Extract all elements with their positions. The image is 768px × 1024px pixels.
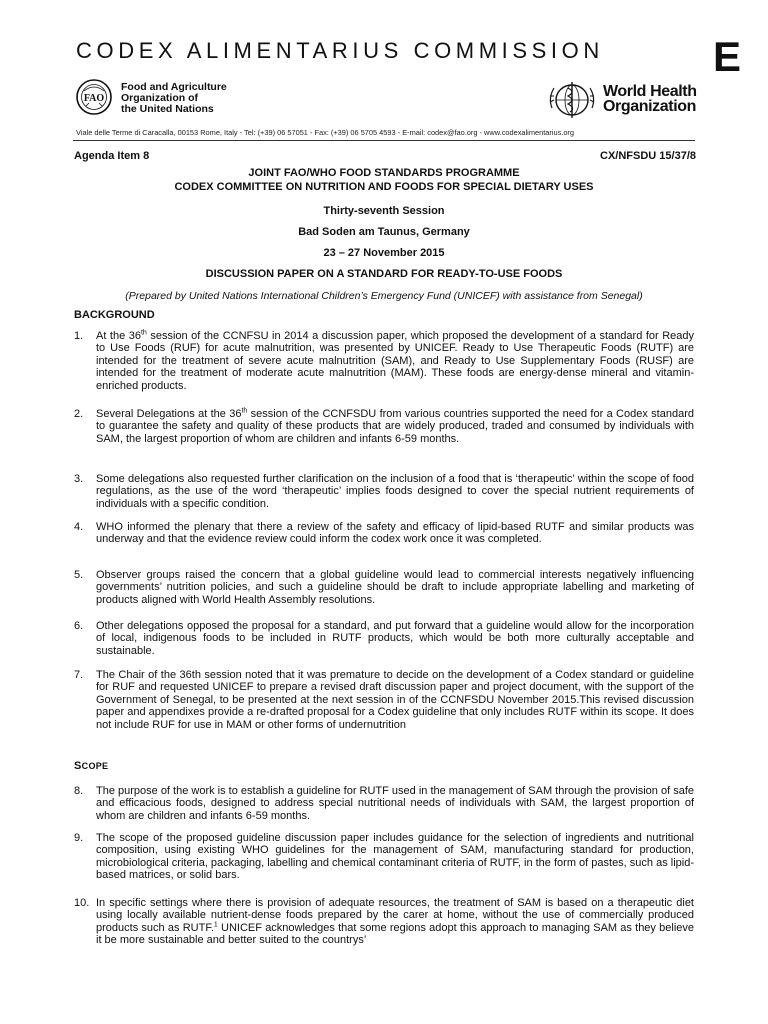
paragraph-text: Some delegations also requested further clarification on the inclusion of a food that is ‘therapeutic’ within the scope of food regulations, as the use of the word ‘therapeutic’ implies foods designed to cover the special nutrient requirements of individuals with a specific condition. xyxy=(96,473,694,510)
paragraph-number: 3. xyxy=(74,473,84,485)
programme-name: JOINT FAO/WHO FOOD STANDARDS PROGRAMME xyxy=(248,167,520,179)
footnote-ref[interactable]: 1 xyxy=(213,921,218,929)
paragraph-text: The scope of the proposed guideline discussion paper includes guidance for the selection of ingredients and nutritional composition, using existing WHO guidelines for the management of SAM, manufacturing standard for production, microbiological criteria, packaging, labelling and chemical contaminant criteria of RUTF, in the form of pastes, such as lipid-based matrices, or solid bars. xyxy=(96,832,694,882)
who-name xyxy=(603,84,697,114)
paragraph-number: 4. xyxy=(74,521,84,533)
fao-name xyxy=(121,82,227,115)
paragraph-number: 6. xyxy=(74,620,84,632)
scope-heading xyxy=(74,760,108,772)
paragraph-number: 1. xyxy=(74,330,84,342)
session-location: Bad Soden am Taunus, Germany xyxy=(298,226,470,238)
paragraph xyxy=(74,408,694,445)
contact-address: Viale delle Terme di Caracalla, 00153 Rome, Italy - Tel: (+39) 06 57051 - Fax: (+39) 06 5705 4593 - E-mail: codex@fao.org - www.codexalimentarius.org xyxy=(76,128,575,137)
paragraph xyxy=(74,473,694,510)
svg-text:FAO: FAO xyxy=(83,93,105,104)
fao-name-line: Food and Agriculture xyxy=(121,81,227,93)
paragraph-text: UNICEF acknowledges that some regions adopt this approach to managing SAM as they believe it be more sustainable and better suited to the countrys’ xyxy=(96,921,695,947)
paragraph-text: The purpose of the work is to establish a guideline for RUTF used in the management of SAM through the provision of safe and efficacious foods, designed to address special nutritional needs of individuals with SAM, the largest proportion of whom are children and infants 6-59 months. xyxy=(96,785,694,822)
paragraph xyxy=(74,897,694,947)
who-emblem-icon xyxy=(546,78,598,122)
paragraph xyxy=(74,620,694,657)
paragraph xyxy=(74,832,694,882)
who-name-line: World Health xyxy=(603,83,697,100)
superscript: th xyxy=(241,407,248,415)
paragraph xyxy=(74,330,694,392)
header-divider xyxy=(73,140,695,141)
paragraph xyxy=(74,521,694,546)
paragraph-number: 10. xyxy=(74,897,90,909)
fao-name-line: Organization of xyxy=(121,92,198,104)
paragraph-text: Observer groups raised the concern that a global guideline would lead to commercial interests negatively influencing governments’ nutrition policies, and such a guideline should be draft to include appropriate labelling and marketing of products aligned with World Health Assembly resolutions. xyxy=(96,569,694,606)
session-label: Thirty-seventh Session xyxy=(323,205,445,217)
paragraph-text: In specific settings where there is provision of adequate resources, the treatment of SAM is based on a therapeutic diet using locally available nutrient-dense foods prepared by the carer at home, without the use of commercially produced products such as RUTF. xyxy=(96,897,694,934)
scope-heading-rest: COPE xyxy=(81,761,109,771)
paragraph-number: 5. xyxy=(74,569,84,581)
paragraph xyxy=(74,569,694,606)
fao-logo-icon xyxy=(76,79,112,115)
paragraph xyxy=(74,669,694,731)
paragraph-text: WHO informed the plenary that there a review of the safety and efficacy of lipid-based RUTF and similar products was underway and that the evidence review could inform the codex work once it was completed. xyxy=(96,521,694,546)
paragraph xyxy=(74,785,694,822)
paragraph-number: 2. xyxy=(74,408,84,420)
paragraph-text: The Chair of the 36th session noted that it was premature to decide on the development of a Codex standard or guideline for RUF and requested UNICEF to prepare a revised draft discussion paper and project document, with the support of the Government of Senegal, to be presented at the next session in of the CCNFSDU November 2015.This revised discussion paper and appendixes provide a re-drafted proposal for a Codex guideline that only includes RUTF within its scope. It does not include RUF for use in MAM or other forms of undernutrition xyxy=(96,669,694,731)
paragraph-number: 7. xyxy=(74,669,84,681)
paragraph-number: 8. xyxy=(74,785,84,797)
paragraph-number: 9. xyxy=(74,832,84,844)
committee-name: CODEX COMMITTEE ON NUTRITION AND FOODS FOR SPECIAL DIETARY USES xyxy=(174,181,594,193)
programme-heading xyxy=(74,166,694,194)
commission-title: CODEX ALIMENTARIUS COMMISSION xyxy=(76,38,604,63)
document-code: CX/NFSDU 15/37/8 xyxy=(600,150,696,162)
paragraph-text: Several Delegations at the 36 xyxy=(96,408,242,420)
agenda-item: Agenda Item 8 xyxy=(74,150,150,162)
background-heading: BACKGROUND xyxy=(74,309,155,321)
session-dates: 23 – 27 November 2015 xyxy=(323,247,445,259)
paragraph-text: At the 36 xyxy=(96,330,141,342)
paragraph-text: session of the CCNFSDU from various countries supported the need for a Codex standard to guarantee the safety and quality of these products that are widely produced, traded and consumed by individuals with SAM, the largest proportion of whom are children and infants 6-59 months. xyxy=(96,408,694,445)
prepared-by-note: (Prepared by United Nations International Children’s Emergency Fund (UNICEF) with assistance from Senegal) xyxy=(125,290,643,302)
superscript: th xyxy=(140,329,147,337)
scope-heading-initial: S xyxy=(74,760,82,772)
who-name-line: Organization xyxy=(603,98,696,115)
paragraph-text: session of the CCNFSU in 2014 a discussion paper, which proposed the development of a standard for Ready to Use Foods (RUF) for acute malnutrition, was presented by UNICEF. Ready to Use Therapeutic Foods (RUTF) are intended for the treatment of severe acute malnutrition (SAM), and Ready to Use Supplementary Foods (RUSF) are intended for the treatment of moderate acute malnutrition (MAM). These foods are energy-dense mineral and vitamin-enriched products. xyxy=(96,330,694,392)
language-code: E xyxy=(713,33,742,80)
fao-name-line: the United Nations xyxy=(121,103,214,115)
document-title: DISCUSSION PAPER ON A STANDARD FOR READY-TO-USE FOODS xyxy=(205,268,563,280)
paragraph-text: Other delegations opposed the proposal for a standard, and put forward that a guideline would allow for the incorporation of local, indigenous foods to be included in RUTF products, which would be both more culturally acceptable and sustainable. xyxy=(96,620,694,657)
